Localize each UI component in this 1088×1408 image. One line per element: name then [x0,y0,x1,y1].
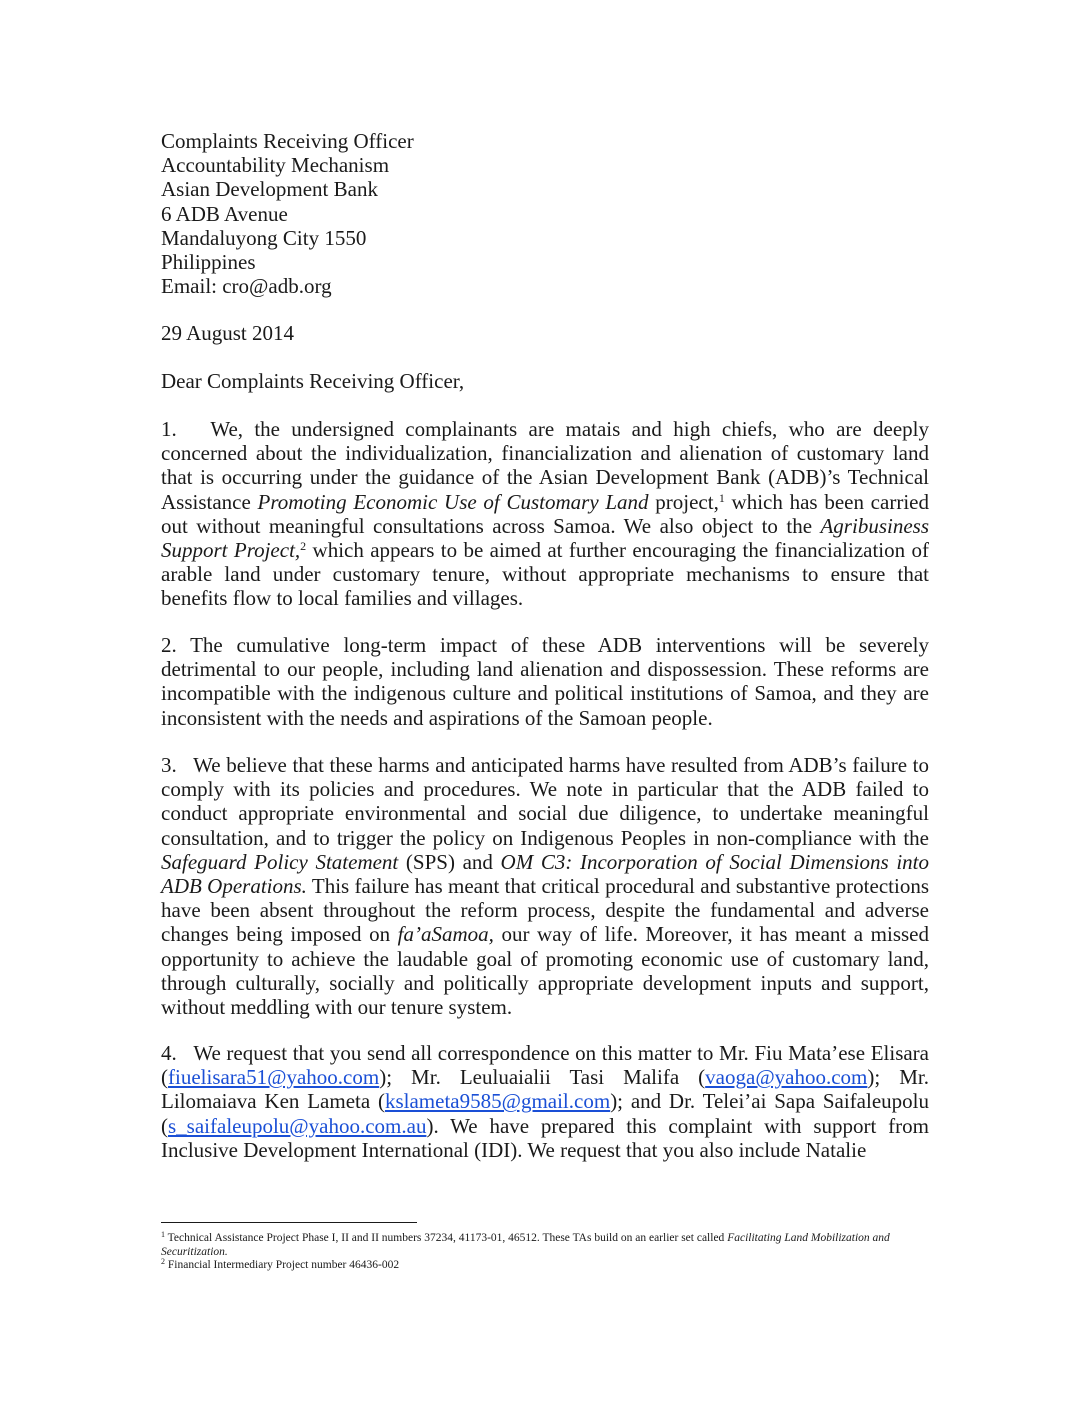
paragraph-4 [161,1041,929,1162]
address-line: Asian Development Bank [161,177,378,202]
footnote-ref[interactable]: 2 [300,539,307,554]
footnote-number: 2 [161,1257,165,1267]
paragraph-text: our way of life. Moreover, it has meant a missed opportunity to achieve the laudable goal of promoting economic use of customary land, through culturally, socially and politically appropriate development inputs and support, without meddling with our tenure system. [161,922,930,1020]
address-email: Email: cro@adb.org [161,274,332,299]
salutation: Dear Complaints Receiving Officer, [161,369,465,393]
footnote-title: Facilitating Land Mobilization and Securitization. [161,1232,890,1258]
footnote-number: 1 [161,1230,165,1239]
paragraph-text: ). We have prepared this complaint with support from Inclusive Development International (IDI). We request that you also include Natalie [161,1113,929,1162]
paragraph-text: project, [648,489,719,514]
policy-title: OM C3: Incorporation of Social Dimensions into ADB Operations. [161,849,929,899]
paragraph-text: which has been carried out without meaningful consultations across Samoa. We also object to the [161,489,929,538]
policy-title: Safeguard Policy Statement [161,849,399,874]
footnote-1 [161,1232,929,1259]
footnote-text: Financial Intermediary Project number 46436-002 [167,1259,400,1272]
address-line: Complaints Receiving Officer [161,129,414,153]
footnotes [161,1232,929,1273]
paragraph-text: We request that you send all correspondence on this matter to Mr. Fiu Mata’ese Elisara ( [161,1041,930,1090]
paragraph-text: which appears to be aimed at further encouraging the financialization of arable land under customary tenure, without appropriate mechanisms to ensure that benefits flow to local families and villages. [161,538,930,611]
email-link[interactable]: kslameta9585@gmail.com [384,1089,611,1114]
paragraph-2 [161,633,929,730]
paragraph-number: 1. [161,417,177,441]
letter-date: 29 August 2014 [161,321,295,345]
paragraph-text: ); Mr. Lilomaiava Ken Lameta ( [161,1065,930,1114]
address-line: Philippines [161,250,256,275]
email-link[interactable]: fiuelisara51@yahoo.com [168,1065,380,1090]
project-title: Agribusiness Support Project, [161,513,929,563]
address-line: Accountability Mechanism [161,153,390,178]
footnote-divider [161,1222,417,1223]
recipient-address [161,129,929,298]
footnote-text: Technical Assistance Project Phase I, II and II numbers 37234, 41173-01, 46512. These TAs build on an earlier set called [167,1232,728,1244]
paragraph-number: 4. [161,1041,177,1065]
footnote-2 [161,1259,929,1273]
paragraph-text: (SPS) and [398,849,501,874]
paragraph-number: 2. [161,633,177,657]
samoan-term: fa’aSamoa, [397,922,494,947]
project-title: Promoting Economic Use of Customary Land [257,489,649,514]
paragraph-1 [161,417,929,611]
paragraph-text: We, the undersigned complainants are matais and high chiefs, who are deeply concerned about the individualization, financialization and alienation of customary land that is occurring under the guidance of the Asian Development Bank (ADB)’s Technical Assistance [161,417,929,514]
paragraph-text: We believe that these harms and anticipated harms have resulted from ADB’s failure to comply with its policies and procedures. We note in particular that the ADB failed to conduct appropriate environmental and social due diligence, to undertake meaningful consultation, and to trigger the policy on Indigenous Peoples in non-compliance with the [161,753,929,850]
paragraph-text: ); and Dr. Telei’ai Sapa Saifaleupolu ( [161,1089,929,1138]
paragraph-text: This failure has meant that critical procedural and substantive protections have been absent throughout the reform process, despite the fundamental and adverse changes being imposed on [161,874,929,947]
paragraph-text: The cumulative long-term impact of these ADB interventions will be severely detrimental to our people, including land alienation and dispossession. These reforms are incompatible with the indigenous culture and political institutions of Samoa, and they are inconsistent with the needs and aspirations of the Samoan people. [161,633,930,730]
address-line: Mandaluyong City 1550 [161,225,367,250]
footnote-ref[interactable]: 1 [718,490,725,505]
paragraph-text: ); Mr. Leuluaialii Tasi Malifa ( [379,1065,706,1090]
paragraph-number: 3. [161,753,177,777]
email-link[interactable]: s_saifaleupolu@yahoo.com.au [168,1113,427,1138]
address-line: 6 ADB Avenue [161,201,288,226]
paragraph-3 [161,753,929,1019]
email-link[interactable]: vaoga@yahoo.com [705,1065,868,1090]
